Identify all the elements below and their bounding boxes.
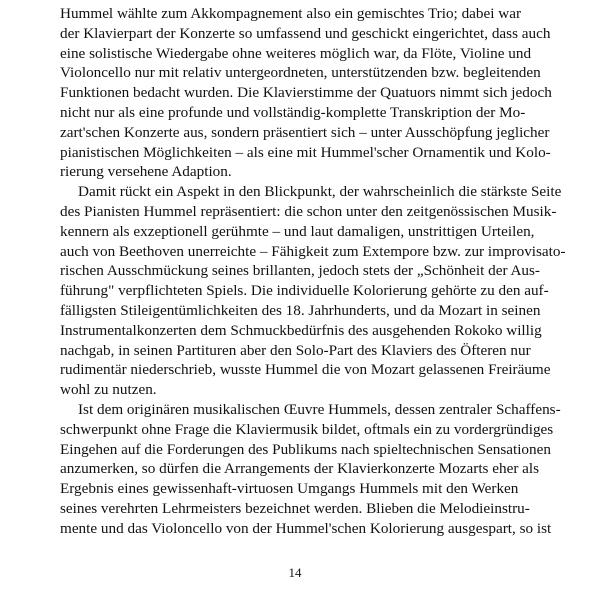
paragraph-3 (60, 400, 575, 539)
document-page (60, 4, 575, 539)
text-line: nachgab, in seinen Partituren aber den Solo-Part des Klaviers des Öfteren nur (60, 341, 531, 359)
text-line: fälligsten Stileigentümlichkeiten des 18. Jahrhunderts, und da Mozart in seinen (60, 301, 541, 319)
text-line: Instrumentalkonzerten dem Schmuckbedürfnis des ausgehenden Rokoko willig (60, 321, 542, 339)
text-line: Ergebnis eines gewissenhaft-virtuosen Umgangs Hummels mit den Werken (60, 480, 519, 498)
text-line: Hummel wählte zum Akkompagnement also ein gemischtes Trio; dabei war (60, 5, 522, 22)
text-line: rierung versehene Adaption. (60, 163, 232, 181)
text-line: Damit rückt ein Aspekt in den Blickpunkt, der wahrscheinlich die stärkste Seite (78, 183, 562, 201)
text-line: Violoncello nur mit relativ untergeordneten, unterstützenden bzw. begleitenden (60, 64, 541, 82)
text-line: Ist dem originären musikalischen Œuvre Hummels, dessen zentraler Schaffens- (78, 400, 561, 418)
text-line: kennern als exzeptionell gerühmte – und laut damaligen, unstrittigen Urteilen, (60, 222, 535, 240)
text-line: mente und das Violoncello von der Hummel'schen Kolorierung ausgespart, so ist (60, 519, 552, 537)
paragraph-1 (60, 4, 575, 182)
text-line: zart'schen Konzerte aus, sondern präsentiert sich – unter Ausschöpfung jeglicher (60, 123, 550, 141)
text-line: nicht nur als eine profunde und vollständig-komplette Transkription der Mo- (60, 103, 526, 121)
text-line: pianistischen Möglichkeiten – als eine mit Hummel'scher Ornamentik und Kolo- (60, 143, 551, 161)
text-line: rischen Ausschmückung seines brillanten, jedoch stets der „Schönheit der Aus- (60, 262, 540, 280)
text-line: führung" verpflichteten Spiels. Die individuelle Kolorierung gehörte zu den auf- (60, 282, 549, 300)
text-line: seines verehrten Lehrmeisters bezeichnet werden. Blieben die Melodieinstru- (60, 499, 530, 517)
text-line: auch von Beethoven unerreichte – Fähigkeit zum Extempore bzw. zur improvisato- (60, 242, 566, 260)
text-line: wohl zu nutzen. (60, 381, 157, 399)
text-line: der Klavierpart der Konzerte so umfassend und geschickt eingerichtet, dass auch (60, 24, 551, 42)
text-line: eine solistische Wiedergabe ohne weiteres möglich war, da Flöte, Violine und (60, 44, 532, 62)
paragraph-2 (60, 182, 575, 400)
text-line: rudimentär niederschrieb, wusste Hummel die von Mozart gelassenen Freiräume (60, 361, 551, 379)
text-line: schwerpunkt ohne Frage die Klaviermusik bildet, oftmals ein zu vordergründiges (60, 420, 554, 438)
text-line: des Pianisten Hummel repräsentiert: die schon unter den zeitgenössischen Musik- (60, 202, 557, 220)
text-line: anzumerken, so dürfen die Arrangements der Klavierkonzerte Mozarts eher als (60, 460, 540, 478)
page-number: 14 (288, 565, 302, 580)
text-line: Funktionen bedacht wurden. Die Klavierstimme der Quatuors nimmt sich jedoch (60, 84, 552, 102)
text-line: Eingehen auf die Forderungen des Publikums nach spieltechnischen Sensationen (60, 440, 551, 458)
